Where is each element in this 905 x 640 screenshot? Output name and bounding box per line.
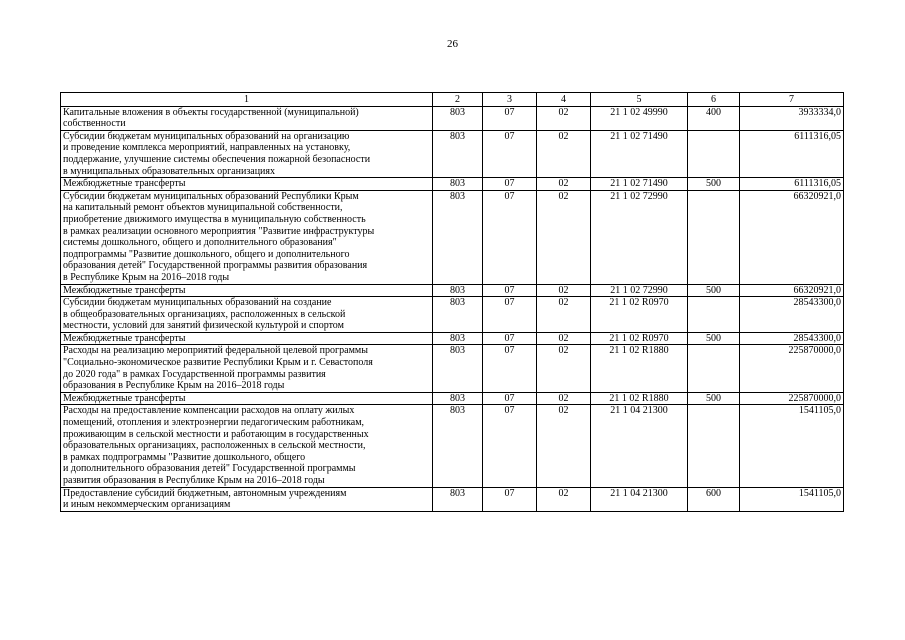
ministry-code-cell: 803 [433, 332, 483, 345]
amount-cell: 28543300,0 [740, 297, 844, 333]
expense-name-line: Субсидии бюджетам муниципальных образований на создание [63, 297, 332, 309]
section-code-cell: 07 [483, 332, 537, 345]
section-code-cell: 07 [483, 345, 537, 392]
expense-name-cell [61, 345, 433, 392]
target-article-cell: 21 1 04 21300 [591, 487, 688, 511]
expense-name-cell [61, 392, 433, 405]
subsection-code-cell: 02 [537, 284, 591, 297]
expense-type-cell: 500 [688, 284, 740, 297]
expense-name-line: Межбюджетные трансферты [63, 178, 186, 190]
amount-cell: 225870000,0 [740, 392, 844, 405]
target-article-cell: 21 1 02 R1880 [591, 392, 688, 405]
section-code-cell: 07 [483, 405, 537, 487]
expense-name-cell [61, 487, 433, 511]
expense-type-cell: 500 [688, 178, 740, 191]
expense-name-line: в общеобразовательных организациях, расположенных в сельской [63, 308, 346, 320]
expense-name-line: в рамках реализации основного мероприятия "Развитие инфраструктуры [63, 225, 375, 237]
section-code-cell: 07 [483, 130, 537, 177]
expense-name-line: поддержание, улучшение системы обеспечения пожарной безопасности [63, 153, 371, 165]
section-code-cell: 07 [483, 106, 537, 130]
amount-cell: 1541105,0 [740, 487, 844, 511]
expense-name-cell [61, 178, 433, 191]
target-article-cell: 21 1 02 R1880 [591, 345, 688, 392]
section-code-cell: 07 [483, 297, 537, 333]
subsection-code-cell: 02 [537, 405, 591, 487]
expense-name-cell [61, 130, 433, 177]
expense-name-line: и проведение комплекса мероприятий, направленных на установку, [63, 142, 351, 154]
expense-type-cell: 600 [688, 487, 740, 511]
section-code-cell: 07 [483, 178, 537, 191]
expense-type-cell [688, 345, 740, 392]
amount-cell: 66320921,0 [740, 190, 844, 284]
expense-name-line: приобретение движимого имущества в муниципальную собственность [63, 213, 366, 225]
target-article-cell: 21 1 02 72990 [591, 284, 688, 297]
header-cell: 6 [688, 93, 740, 107]
amount-cell: 6111316,05 [740, 178, 844, 191]
ministry-code-cell: 803 [433, 178, 483, 191]
header-cell: 4 [537, 93, 591, 107]
expense-name-line: Межбюджетные трансферты [63, 284, 186, 296]
expense-name-cell [61, 405, 433, 487]
expense-name-line: проживающим в сельской местности и работающим в государственных [63, 428, 369, 440]
amount-cell: 1541105,0 [740, 405, 844, 487]
expense-name-line: и иным некоммерческим организациям [63, 499, 231, 511]
expense-name-line: "Социально-экономическое развитие Республики Крым и г. Севастополя [63, 357, 373, 369]
table-row [61, 130, 844, 177]
expense-name-line: в муниципальных образовательных организациях [63, 165, 276, 177]
amount-cell: 3933334,0 [740, 106, 844, 130]
expense-name-line: Расходы на предоставление компенсации расходов на оплату жилых [63, 405, 355, 417]
table-row [61, 487, 844, 511]
expense-name-line: Расходы на реализацию мероприятий федеральной целевой программы [63, 345, 368, 357]
expense-type-cell [688, 190, 740, 284]
ministry-code-cell: 803 [433, 487, 483, 511]
expense-name-line: на капитальный ремонт объектов муниципальной собственности, [63, 202, 343, 214]
table-row [61, 405, 844, 487]
expense-name-line: образования в Республике Крым на 2016–2018 годы [63, 380, 285, 392]
section-code-cell: 07 [483, 284, 537, 297]
ministry-code-cell: 803 [433, 392, 483, 405]
expense-type-cell [688, 130, 740, 177]
subsection-code-cell: 02 [537, 392, 591, 405]
target-article-cell: 21 1 02 72990 [591, 190, 688, 284]
expense-name-cell [61, 284, 433, 297]
expense-type-cell: 500 [688, 332, 740, 345]
target-article-cell: 21 1 02 R0970 [591, 332, 688, 345]
amount-cell: 66320921,0 [740, 284, 844, 297]
header-cell: 5 [591, 93, 688, 107]
amount-cell: 6111316,05 [740, 130, 844, 177]
expense-name-line: образования детей" Государственной программы развития образования [63, 260, 368, 272]
expense-name-cell [61, 297, 433, 333]
expense-name-line: Межбюджетные трансферты [63, 392, 186, 404]
ministry-code-cell: 803 [433, 284, 483, 297]
ministry-code-cell: 803 [433, 106, 483, 130]
expense-type-cell: 500 [688, 392, 740, 405]
expense-name-line: Предоставление субсидий бюджетным, автономным учреждениям [63, 487, 347, 499]
expense-name-line: и дополнительного образования детей" Государственной программы [63, 463, 356, 475]
target-article-cell: 21 1 04 21300 [591, 405, 688, 487]
header-cell: 3 [483, 93, 537, 107]
ministry-code-cell: 803 [433, 405, 483, 487]
subsection-code-cell: 02 [537, 130, 591, 177]
ministry-code-cell: 803 [433, 190, 483, 284]
ministry-code-cell: 803 [433, 130, 483, 177]
budget-table [60, 92, 844, 512]
expense-name-line: в Республике Крым на 2016–2018 годы [63, 271, 230, 283]
section-code-cell: 07 [483, 487, 537, 511]
expense-name-line: Субсидии бюджетам муниципальных образований Республики Крым [63, 190, 359, 202]
subsection-code-cell: 02 [537, 345, 591, 392]
expense-name-line: помещений, отопления и электроэнергии педагогическим работникам, [63, 417, 365, 429]
expense-name-line: Межбюджетные трансферты [63, 332, 186, 344]
expense-name-line: до 2020 года" в рамках Государственной программы развития [63, 368, 326, 380]
expense-name-line: Субсидии бюджетам муниципальных образований на организацию [63, 130, 350, 142]
expense-name-cell [61, 106, 433, 130]
expense-name-line: Капитальные вложения в объекты государственной (муниципальной) [63, 106, 359, 118]
ministry-code-cell: 803 [433, 345, 483, 392]
table-row [61, 284, 844, 297]
header-cell: 2 [433, 93, 483, 107]
table-row [61, 297, 844, 333]
header-row [61, 93, 844, 107]
subsection-code-cell: 02 [537, 332, 591, 345]
expense-type-cell [688, 405, 740, 487]
subsection-code-cell: 02 [537, 297, 591, 333]
target-article-cell: 21 1 02 49990 [591, 106, 688, 130]
table-row [61, 190, 844, 284]
ministry-code-cell: 803 [433, 297, 483, 333]
expense-type-cell: 400 [688, 106, 740, 130]
expense-name-line: собственности [63, 118, 126, 130]
expense-type-cell [688, 297, 740, 333]
expense-name-line: местности, условий для занятий физической культурой и спортом [63, 320, 344, 332]
expense-name-line: в рамках подпрограммы "Развитие дошкольного, общего [63, 451, 306, 463]
table-row [61, 178, 844, 191]
amount-cell: 225870000,0 [740, 345, 844, 392]
expense-name-line: развития образования в Республике Крым на 2016–2018 годы [63, 475, 325, 486]
expense-name-cell [61, 332, 433, 345]
expense-name-line: подпрограммы "Развитие дошкольного, общего и дополнительного [63, 248, 350, 260]
amount-cell: 28543300,0 [740, 332, 844, 345]
subsection-code-cell: 02 [537, 487, 591, 511]
expense-name-line: системы дошкольного, общего и дополнительного образования" [63, 237, 337, 249]
subsection-code-cell: 02 [537, 178, 591, 191]
table-row [61, 345, 844, 392]
expense-name-cell [61, 190, 433, 284]
page-number: 26 [447, 38, 458, 50]
section-code-cell: 07 [483, 392, 537, 405]
target-article-cell: 21 1 02 71490 [591, 178, 688, 191]
target-article-cell: 21 1 02 71490 [591, 130, 688, 177]
header-cell: 1 [61, 93, 433, 107]
subsection-code-cell: 02 [537, 190, 591, 284]
expense-name-line: образовательных организациях, расположенных в сельской местности, [63, 440, 366, 452]
header-cell: 7 [740, 93, 844, 107]
table-row [61, 332, 844, 345]
table-row [61, 106, 844, 130]
subsection-code-cell: 02 [537, 106, 591, 130]
section-code-cell: 07 [483, 190, 537, 284]
target-article-cell: 21 1 02 R0970 [591, 297, 688, 333]
table-row [61, 392, 844, 405]
